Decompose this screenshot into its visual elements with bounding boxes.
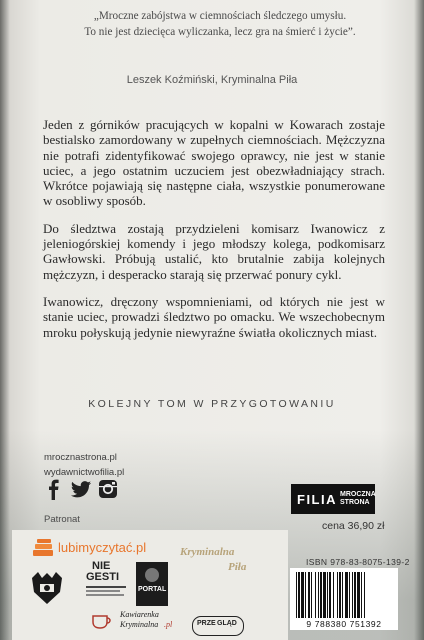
quote-author: Leszek Koźmiński, Kryminalna Piła [126, 74, 298, 86]
next-volume-notice: KOLEJNY TOM W PRZYGOTOWANIU [88, 398, 336, 410]
description-paragraph-2: Do śledztwa zostają przydzieleni komisarz Iwanowicz z jeleniogórskiej komendy i jego młodszy kolega, podkomisarz Gawłowski. Próbują ustalić, kto brutalnie zabija kolejnych mężczyzn, i desperacko starają się przerwać ponury cykl. [43, 220, 385, 282]
books-icon [32, 538, 54, 558]
niegesti-logo: NIE GESTI [86, 560, 128, 604]
lubimyczytac-logo [32, 538, 162, 560]
crest-logo-icon [28, 570, 66, 606]
portal-logo: PORTAL [136, 562, 168, 606]
barcode [290, 568, 398, 630]
facebook-icon[interactable] [44, 478, 64, 500]
przeglad-logo: PRZE GLĄD [192, 616, 244, 636]
quote-line-1: „Mroczne zabójstwa w ciemnościach śledczego umysłu. [93, 10, 347, 22]
quote [40, 8, 400, 40]
book-description [43, 117, 385, 352]
description-paragraph-3: Iwanowicz, dręczony wspomnieniami, od których nie jest w stanie uciec, prowadzi śledztwo po omacku. We wszechobecnym mroku połyskują jedynie niewyraźne światła okolicznych miast. [43, 293, 385, 340]
twitter-icon[interactable] [70, 478, 92, 500]
website-links [44, 450, 124, 480]
description-paragraph-1: Jeden z górników pracujących w kopalni w Kowarach zostaje bestialsko zamordowany w zupełnych ciemnościach. Mężczyzna nie potrafi zidentyfikować swojego oprawcy, nie jest w stanie uciec, a jego ostatnim uczuciem jest obezwładniający strach. Wkrótce pojawiają się następne ciała, wszystkie ponumerowane w osobliwy sposób. [43, 117, 385, 209]
publisher-name: FILIA [297, 492, 337, 507]
kawiarenka-kryminalna-logo: Kawiarenka Kryminalna .pl [90, 608, 200, 638]
kryminalna-pila-logo: Kryminalna Piła [180, 546, 247, 573]
coffee-cup-icon [90, 610, 114, 630]
quote-line-2: To nie jest dziecięca wyliczanka, lecz gra na śmierć i życie”. [84, 26, 356, 38]
link-mrocznastrona[interactable]: mrocznastrona.pl [44, 452, 117, 463]
link-wydawnictwofilia[interactable]: wydawnictwofilia.pl [44, 467, 125, 478]
patron-logos-panel [12, 530, 288, 640]
instagram-icon[interactable] [98, 478, 118, 500]
price: cena 36,90 zł [322, 520, 385, 532]
isbn: ISBN 978-83-8075-139-2 [306, 557, 410, 567]
patronat-label: Patronat [44, 514, 80, 525]
social-icons [44, 478, 134, 502]
publisher-logo [291, 484, 375, 514]
barcode-digits: 9 788380 751392 [306, 619, 382, 629]
lubimyczytac-text: lubimyczytać.pl [58, 540, 147, 555]
publisher-imprint: MROCZNA STRONA [340, 491, 376, 506]
